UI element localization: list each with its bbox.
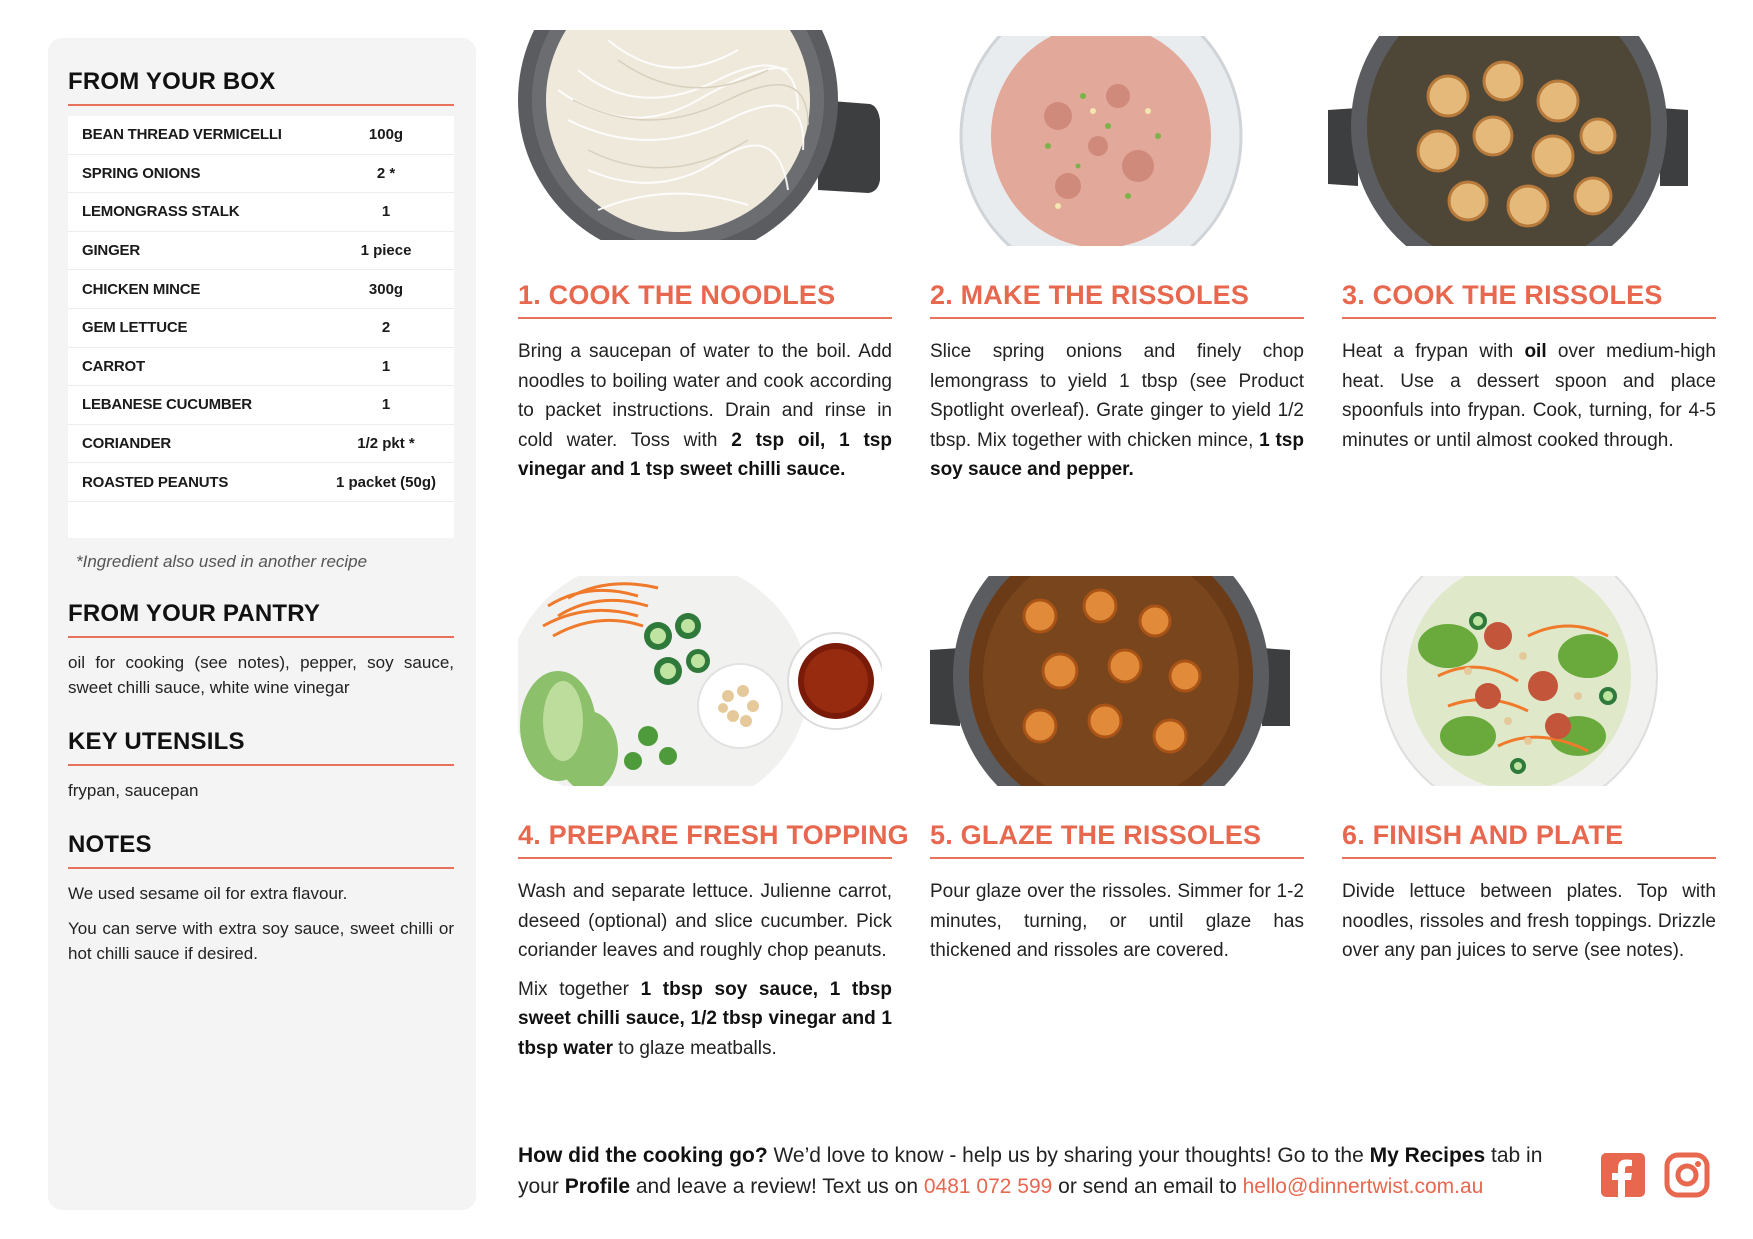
step-title: 4. PREPARE FRESH TOPPING (518, 820, 892, 859)
pantry-section (68, 600, 454, 700)
instagram-icon[interactable] (1664, 1152, 1710, 1198)
phone-number-link[interactable]: 0481 072 599 (923, 1175, 1053, 1198)
ingredient-name: BEAN THREAD VERMICELLI (82, 126, 282, 144)
ingredient-name: GEM LETTUCE (82, 319, 188, 337)
step-body (1342, 337, 1716, 455)
footer-text: tab in your (518, 1144, 1543, 1198)
footer-text: We’d love to know - help us by sharing your thoughts! Go to the (767, 1144, 1370, 1167)
ingredient-row (68, 463, 454, 502)
step-paragraph (518, 975, 892, 1064)
note-item: We used sesame oil for extra flavour. (68, 884, 348, 903)
rissole-mix-bowl-photo (958, 36, 1244, 246)
step-paragraph (1342, 337, 1716, 455)
ingredient-name: CHICKEN MINCE (82, 280, 201, 298)
from-your-box-heading: FROM YOUR BOX (68, 68, 454, 106)
ingredient-row (68, 270, 454, 309)
notes-heading: NOTES (68, 831, 454, 869)
step-bold-text: 2 tsp oil, 1 tsp vinegar and 1 tsp sweet chilli sauce. (518, 429, 892, 480)
step-body (518, 337, 892, 485)
step-text: Heat a frypan with (1342, 341, 1525, 362)
rissoles-frypan-photo (1328, 36, 1690, 246)
ingredient-row (68, 116, 454, 155)
ingredient-name: LEMONGRASS STALK (82, 203, 240, 221)
step-paragraph (930, 337, 1304, 485)
noodles-saucepan-photo (518, 30, 882, 240)
ingredient-qty: 2 (381, 319, 391, 337)
step-paragraph: Divide lettuce between plates. Top with noodles, rissoles and fresh toppings. Drizzle over any pan juices to serve (see notes). (1342, 881, 1716, 961)
ingredient-name: SPRING ONIONS (82, 164, 201, 182)
ingredients-table (68, 116, 454, 538)
ingredient-name: CARROT (82, 357, 145, 375)
step-title: 1. COOK THE NOODLES (518, 280, 892, 319)
fresh-topping-photo (518, 576, 882, 786)
ingredient-row (68, 232, 454, 271)
ingredients-sidebar (48, 38, 476, 1210)
step-text: to glaze meatballs. (613, 1037, 777, 1059)
ingredient-qty: 1 packet (50g) (335, 473, 437, 491)
step-body (930, 877, 1304, 966)
glazed-rissoles-photo (930, 576, 1292, 786)
email-link[interactable]: hello@dinnertwist.com.au (1242, 1175, 1484, 1198)
ingredient-row (68, 193, 454, 232)
step-bold-text: 1 tbsp soy sauce, 1 tbsp sweet chilli sauce, 1/2 tbsp vinegar and 1 tbsp water (518, 978, 893, 1059)
step-body (930, 337, 1304, 485)
step-4 (518, 820, 909, 1063)
ingredient-qty: 300g (368, 280, 404, 298)
ingredient-row (68, 386, 454, 425)
utensils-section (68, 728, 454, 803)
ingredient-qty: 1 (381, 357, 391, 375)
profile-label: Profile (564, 1175, 631, 1198)
step-2 (930, 280, 1304, 485)
ingredient-qty: 2 * (376, 164, 396, 182)
facebook-icon[interactable] (1600, 1152, 1646, 1198)
step-5 (930, 820, 1304, 966)
step-text: Slice spring onions and finely chop lemongrass to yield 1 tbsp (see Product Spotlight overleaf). Grate ginger to yield 1/2 tbsp. Mix together with chicken mince, (930, 341, 1304, 451)
step-6 (1342, 820, 1716, 966)
step-text: Mix together (518, 978, 641, 1000)
feedback-question: How did the cooking go? (518, 1144, 768, 1167)
ingredient-qty: 100g (368, 126, 404, 144)
footer-text: and leave a review! Text us on (630, 1175, 924, 1198)
step-body (518, 877, 892, 1063)
ingredient-row (68, 348, 454, 387)
ingredient-qty: 1 piece (360, 242, 412, 260)
ingredient-qty: 1 (381, 396, 391, 414)
ingredient-name: ROASTED PEANUTS (82, 473, 229, 491)
note-item: You can serve with extra soy sauce, sweet chilli or hot chilli sauce if desired. (68, 919, 454, 963)
footer-text: or send an email to (1052, 1175, 1243, 1198)
step-paragraph: Pour glaze over the rissoles. Simmer for 1-2 minutes, turning, or until glaze has thickened and rissoles are covered. (930, 881, 1304, 961)
step-bold-text: 1 tsp soy sauce and pepper. (930, 429, 1304, 480)
step-text: over medium-high heat. Use a dessert spoon and place spoonfuls into frypan. Cook, turning, for 4-5 minutes or until almost cooked through. (1342, 341, 1716, 451)
utensils-text: frypan, saucepan (68, 781, 199, 800)
ingredient-row (68, 155, 454, 194)
step-title: 5. GLAZE THE RISSOLES (930, 820, 1304, 859)
ingredient-qty: 1 (381, 203, 391, 221)
step-title: 2. MAKE THE RISSOLES (930, 280, 1304, 319)
feedback-footer (518, 1140, 1578, 1202)
step-title: 3. COOK THE RISSOLES (1342, 280, 1716, 319)
notes-section (68, 831, 454, 966)
step-paragraph (518, 337, 892, 485)
ingredient-row (68, 425, 454, 464)
ingredient-name: LEBANESE CUCUMBER (82, 396, 252, 414)
ingredient-name: GINGER (82, 242, 140, 260)
utensils-heading: KEY UTENSILS (68, 728, 454, 766)
finished-plate-photo (1378, 576, 1660, 786)
step-text: Bring a saucepan of water to the boil. Add noodles to boiling water and cook according to packet instructions. Drain and rinse in cold water. Toss with (518, 341, 892, 451)
step-paragraph: Wash and separate lettuce. Julienne carrot, deseed (optional) and slice cucumber. Pick coriander leaves and roughly chop peanuts. (518, 881, 892, 961)
ingredient-footnote: *Ingredient also used in another recipe (76, 552, 368, 571)
step-3 (1342, 280, 1716, 455)
step-title: 6. FINISH AND PLATE (1342, 820, 1716, 859)
step-bold-text: oil (1524, 341, 1547, 362)
pantry-text: oil for cooking (see notes), pepper, soy sauce, sweet chilli sauce, white wine vinegar (68, 653, 454, 697)
ingredient-name: CORIANDER (82, 435, 172, 453)
step-body (1342, 877, 1716, 966)
ingredient-row (68, 309, 454, 348)
step-1 (518, 280, 892, 485)
my-recipes-label: My Recipes (1369, 1144, 1486, 1167)
ingredient-qty: 1/2 pkt * (357, 435, 415, 453)
pantry-heading: FROM YOUR PANTRY (68, 600, 454, 638)
